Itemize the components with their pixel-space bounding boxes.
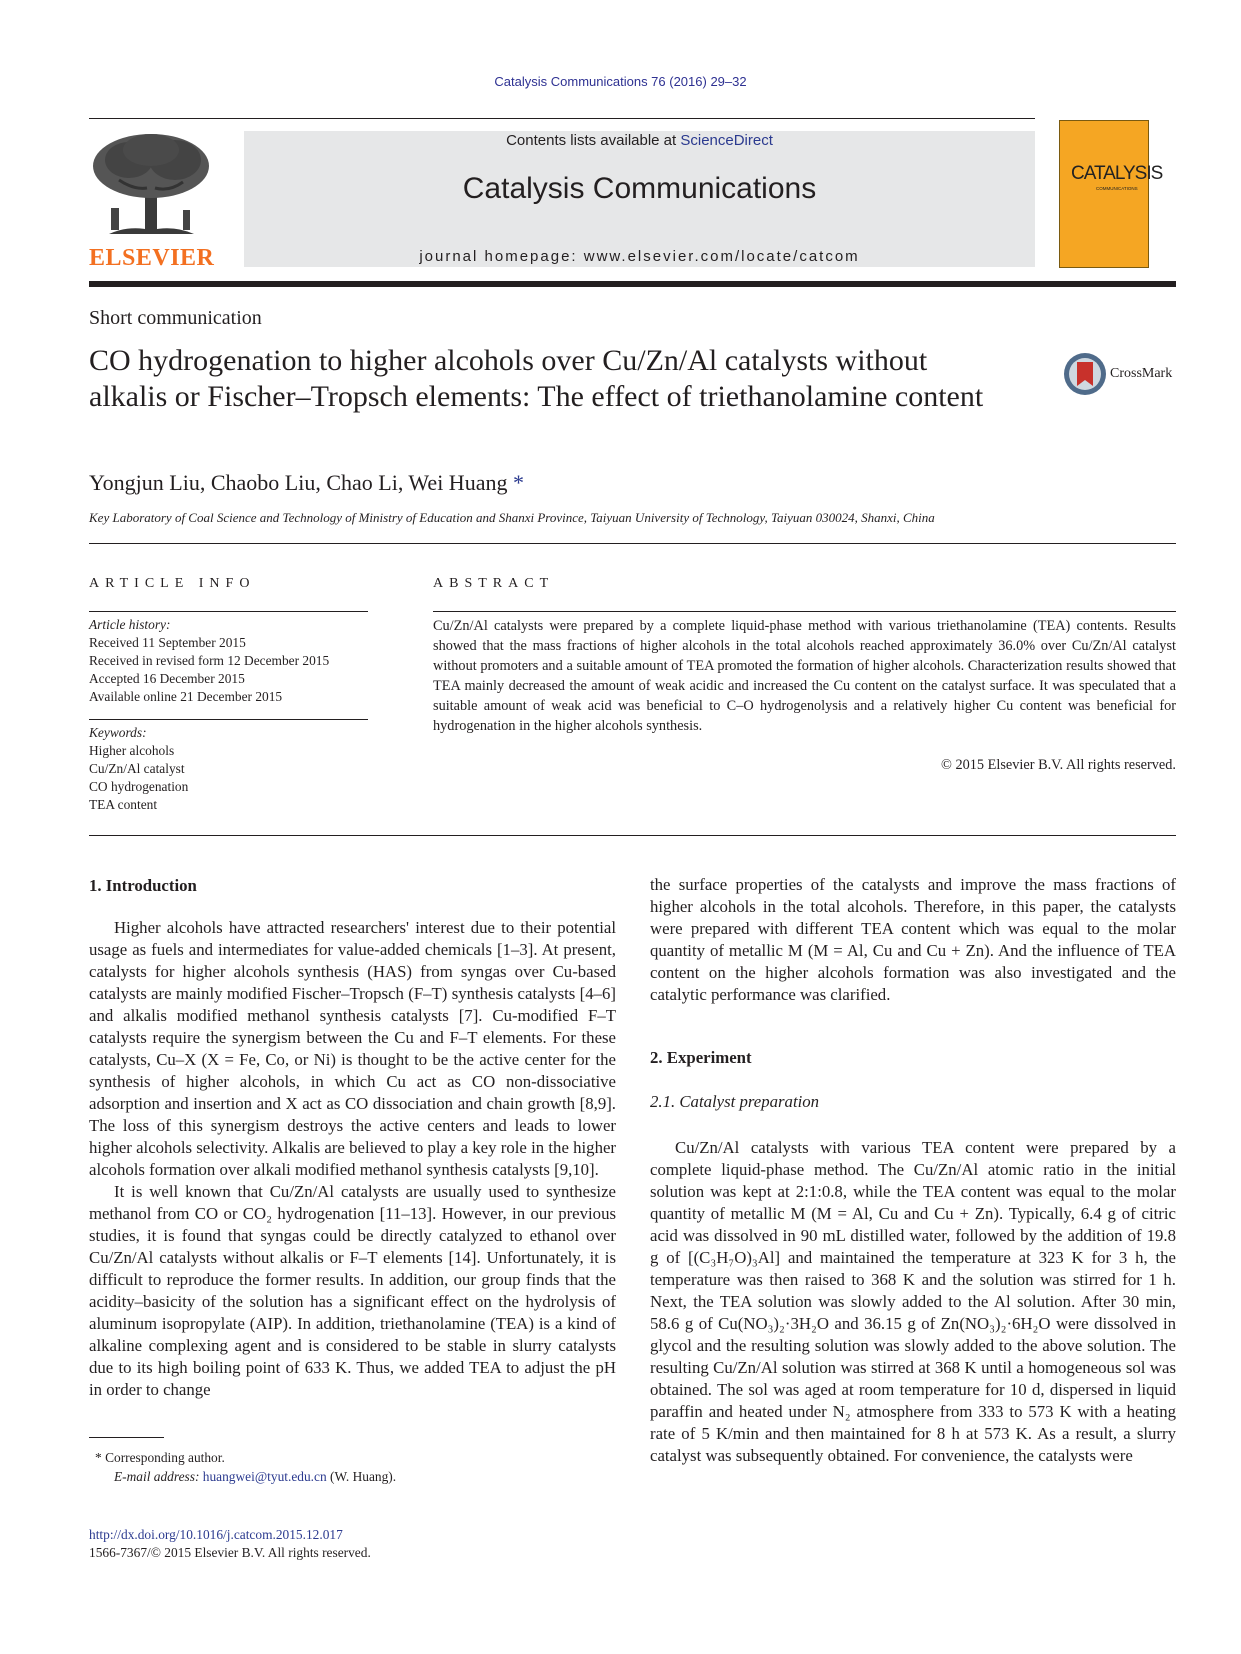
crossmark-label[interactable]: CrossMark (1110, 366, 1173, 381)
elsevier-tree-logo (89, 130, 214, 240)
email-suffix: (W. Huang). (330, 1469, 397, 1484)
journal-cover (1059, 120, 1149, 268)
footnote-corresponding-text: Corresponding author. (105, 1450, 225, 1465)
footnote-rule (89, 1437, 164, 1438)
history-revised: Received in revised form 12 December 2015 (89, 653, 330, 668)
header-thick-rule (89, 281, 1176, 287)
issn-copyright: 1566-7367/© 2015 Elsevier B.V. All rights reserved. (89, 1545, 371, 1560)
intro-paragraph-2: It is well known that Cu/Zn/Al catalysts are usually used to synthesize methanol from CO or CO₂ hydrogenation [11–13]. However, in our previous studies, it is found that syngas could be directly catalyzed to ethanol over Cu/Zn/Al catalysts without alkalis or F–T elements [14]. Unfortunately, it is difficult to reproduce the former results. In addition, our group finds that the acidity–basicity of the solution has a significant effect on the hydrolysis of aluminum isopropylate (AIP). In addition, triethanolamine (TEA) is a kind of alkaline complexing agent and is considered to be stable in slurry catalysts due to its high boiling point of 633 K. Thus, we added TEA to adjust the pH in order to change (89, 1182, 616, 1399)
history-accepted: Accepted 16 December 2015 (89, 671, 245, 686)
footnote-mark: * (95, 1450, 102, 1465)
keyword-item: Higher alcohols (89, 743, 175, 758)
journal-title: Catalysis Communications (462, 172, 817, 205)
authors-text: Yongjun Liu, Chaobo Liu, Chao Li, Wei Huang (89, 470, 508, 495)
left-column (89, 917, 616, 1401)
journal-citation[interactable]: Catalysis Communications 76 (2016) 29–32 (494, 74, 747, 89)
keyword-item: CO hydrogenation (89, 779, 189, 794)
article-title: CO hydrogenation to higher alcohols over Cu/Zn/Al catalysts without alkalis or Fischer–Tropsch elements: The effect of triethanolamine content (89, 344, 984, 413)
header-rule (89, 118, 1035, 119)
preparation-paragraph: Cu/Zn/Al catalysts with various TEA content were prepared by a complete liquid-phase method. The Cu/Zn/Al atomic ratio in the initial solution was kept at 2:1:0.8, while the TEA content was equal to the molar quantity of metallic M (M = Al, Cu and Cu + Zn). Typically, 6.4 g of citric acid was dissolved in 90 mL distilled water, followed by the addition of 19.8 g of [(C₃H₇O)₃Al] and maintained the temperature at 323 K for 3 h, the temperature was then raised to 368 K and the solution was stirred for 1 h. Next, the TEA solution was slowly added to the Al solution. After 30 min, 58.6 g of Cu(NO₃)₂·3H₂O and 36.15 g of Zn(NO₃)₂·6H₂O were dissolved in glycol and the resulting solution was slowly added to the above solution. The resulting Cu/Zn/Al solution was stirred at 368 K until a homogeneous sol was obtained. The sol was aged at room temperature for 10 d, dispersed in liquid paraffin and heated under N₂ atmosphere from 333 to 573 K with a heating rate of 5 K/min and then maintained for 8 h at 573 K. As a result, a slurry catalyst was subsequently obtained. For convenience, the catalysts were (650, 1138, 1176, 1465)
abstract-heading: ABSTRACT (433, 576, 555, 591)
footnote-corresponding (95, 1450, 225, 1466)
email-label: E-mail address: (114, 1469, 200, 1484)
article-type: Short communication (89, 307, 262, 329)
affiliation: Key Laboratory of Coal Science and Technology of Ministry of Education and Shanxi Province, Taiyuan University of Technology, Taiyuan 030024, Shanxi, China (89, 510, 935, 525)
article-history (89, 616, 379, 706)
subsection-heading-preparation: 2.1. Catalyst preparation (650, 1092, 820, 1111)
abstract-rule (433, 611, 1176, 612)
history-label: Article history: (89, 617, 171, 632)
article-info-heading: ARTICLE INFO (89, 576, 256, 591)
author-list (89, 470, 524, 496)
keyword-item: Cu/Zn/Al catalyst (89, 761, 185, 776)
footnote-email (114, 1469, 396, 1485)
section-heading-introduction: 1. Introduction (89, 876, 197, 895)
intro-paragraph-3: the surface properties of the catalysts and improve the mass fractions of higher alcohols in the total alcohols. Therefore, in this paper, the catalysts were prepared with different TEA content which was equal to the molar quantity of metallic M (M = Al, Cu and Cu + Zn). And the influence of TEA content on the higher alcohols formation was also investigated and the catalytic performance was clarified. (650, 875, 1176, 1004)
history-online: Available online 21 December 2015 (89, 689, 283, 704)
cover-title: CATALYSIS (1071, 163, 1163, 184)
corresponding-author-mark[interactable]: * (512, 470, 524, 495)
contents-line (244, 132, 1035, 149)
email-link[interactable]: huangwei@tyut.edu.cn (202, 1469, 327, 1484)
keyword-item: TEA content (89, 797, 158, 812)
contents-prefix: Contents lists available at (506, 132, 677, 149)
right-column-bottom (650, 1137, 1176, 1467)
abstract-copyright: © 2015 Elsevier B.V. All rights reserved. (941, 757, 1176, 773)
cover-subtitle: COMMUNICATIONS (1096, 186, 1138, 191)
abstract-end-rule (89, 835, 1176, 836)
article-info-rule (89, 611, 368, 612)
keywords-label: Keywords: (89, 725, 147, 740)
sciencedirect-link[interactable]: ScienceDirect (680, 132, 773, 149)
right-column-top (650, 874, 1176, 1006)
keywords-rule (89, 719, 368, 720)
crossmark-icon[interactable] (1063, 352, 1107, 396)
history-received: Received 11 September 2015 (89, 635, 246, 650)
keywords (89, 724, 379, 814)
abstract-text: Cu/Zn/Al catalysts were prepared by a complete liquid-phase method with various triethanolamine (TEA) contents. Results showed that the mass fractions of higher alcohols in the total alcohols reached approximately 36.0% over Cu/Zn/Al catalyst without promoters and a suitable amount of TEA promoted the formation of higher alcohols. Characterization results showed that TEA mainly decreased the amount of weak acidic and increased the Cu content on the catalyst surface. It was speculated that a suitable amount of weak acid was beneficial to C–O hydrogenolysis and a relatively higher Cu content was beneficial for hydrogenation in the higher alcohols synthesis. (433, 618, 1176, 734)
doi-link[interactable]: http://dx.doi.org/10.1016/j.catcom.2015.12.017 (89, 1527, 343, 1542)
section-heading-experiment: 2. Experiment (650, 1048, 752, 1067)
journal-homepage[interactable]: journal homepage: www.elsevier.com/locate/catcom (419, 248, 860, 265)
elsevier-wordmark: ELSEVIER (89, 245, 215, 271)
intro-paragraph-1: Higher alcohols have attracted researchers' interest due to their potential usage as fuels and intermediates for value-added chemicals [1–3]. At present, catalysts for higher alcohols synthesis (HAS) from syngas over Cu-based catalysts are mainly modified Fischer–Tropsch (F–T) synthesis catalysts [4–6] and alkalis modified methanol synthesis catalysts [7]. Cu-modified F–T catalysts require the synergism between the Cu and F–T elements. For these catalysts, Cu–X (X = Fe, Co, or Ni) is thought to be the active center for the synthesis of higher alcohols, in which Cu act as CO non-dissociative adsorption and insertion and X act as CO dissociation and chain growth [8,9]. The loss of this synergism destroys the active centers and leads to lower higher alcohols selectivity. Alkalis are believed to play a key role in the higher alcohols formation over alkali modified methanol synthesis catalysts [9,10]. (89, 918, 616, 1179)
title-rule (89, 543, 1176, 544)
